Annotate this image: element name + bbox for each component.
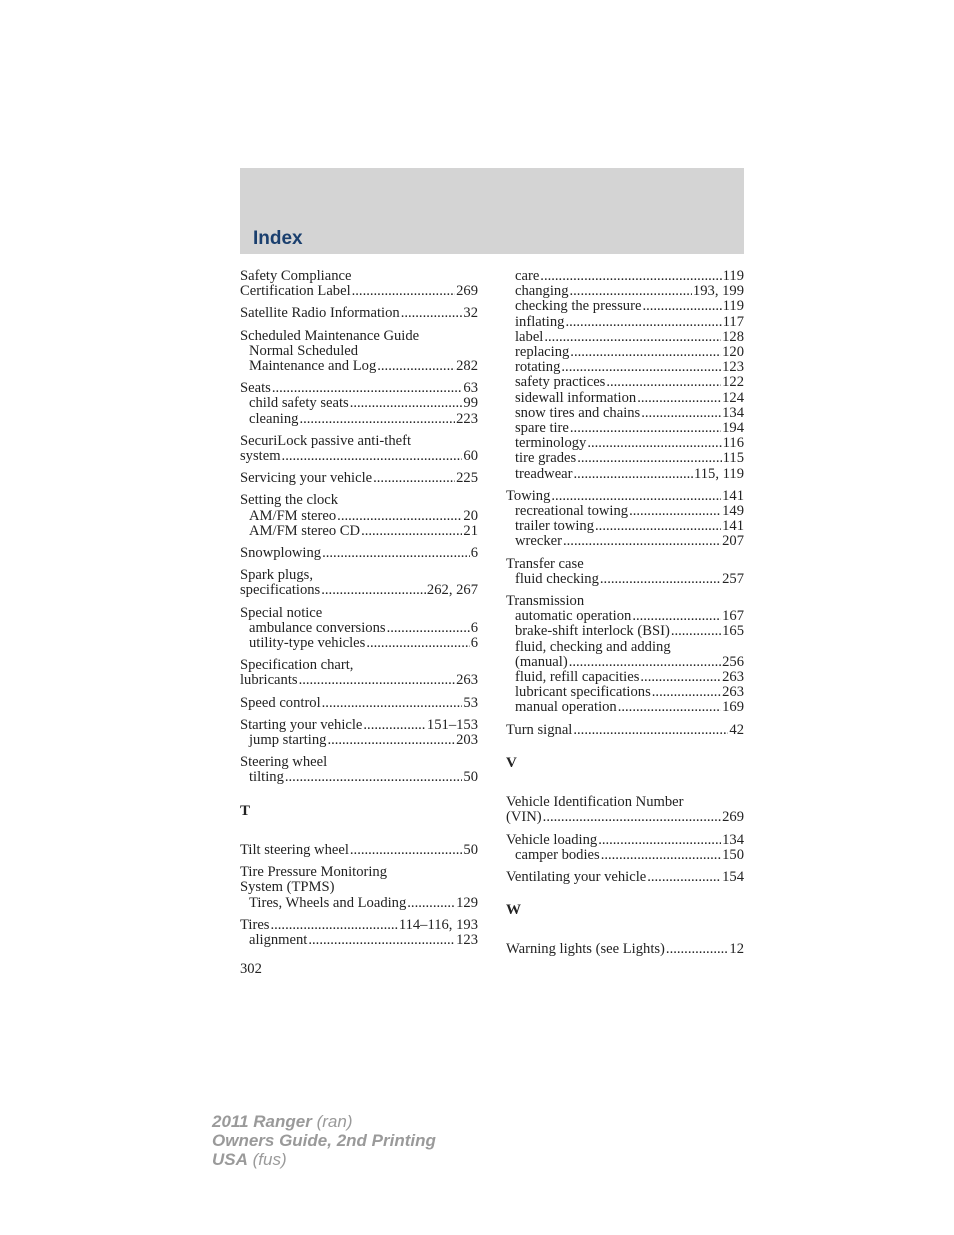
index-term: SecuriLock passive anti-theft [240,432,412,449]
dot-leader [270,918,397,933]
page-reference: 169 [722,699,744,716]
index-subentry-line [506,848,744,863]
page-reference: 165 [722,623,744,640]
dot-leader [350,843,463,858]
section-letter: W [506,902,521,919]
dot-leader [363,718,426,733]
page-reference: 122 [722,374,744,391]
page-reference: 123 [722,359,744,376]
index-term: Warning lights (see Lights) [506,941,665,958]
index-entry-line [240,880,478,895]
index-term: trailer towing [515,518,595,535]
index-subentry-line [506,375,744,390]
index-entry-line [240,471,478,486]
index-entry-line [240,606,478,621]
index-term: AM/FM stereo [249,507,337,524]
index-subentry-line [506,700,744,715]
page-reference: 63 [463,380,478,397]
index-entry-line [240,696,478,711]
index-term: Servicing your vehicle [240,470,373,487]
dot-leader [322,546,470,561]
index-term: specifications [240,582,321,599]
index-entry-line [240,449,478,464]
index-term: Safety Compliance [240,268,352,284]
index-term: Specification chart, [240,657,354,674]
page-reference: 120 [722,344,744,361]
page-reference: 194 [722,420,744,437]
dot-leader [366,636,469,651]
footer-guide: Owners Guide, 2nd Printing [212,1131,436,1150]
index-term: Setting the clock [240,492,339,509]
index-entry [240,434,478,464]
index-entry-line [240,329,478,344]
index-term: Tire Pressure Monitoring [240,864,388,881]
dot-leader [618,700,721,715]
page-reference: 42 [729,721,744,738]
dot-leader [629,504,721,519]
index-entry [240,755,478,785]
dot-leader [544,330,721,345]
index-term: Certification Label [240,283,351,300]
dot-leader [569,655,721,670]
index-term: changing [515,283,569,300]
page-reference: 21 [463,522,478,539]
index-subentry-line [506,609,744,624]
index-subentry-line [506,504,744,519]
index-subentry-line [240,636,478,651]
index-term: Ventilating your vehicle [506,868,647,885]
dot-leader [671,624,721,639]
page-reference: 263 [722,684,744,701]
index-term: ambulance conversions [249,619,386,636]
index-entry [240,329,478,375]
index-subentry-line [240,896,478,911]
page-reference: 256 [722,653,744,670]
index-entry-line [506,810,744,825]
page-reference: 129 [456,894,478,911]
dot-leader [647,870,721,885]
dot-leader [600,572,721,587]
index-column-right [506,269,744,965]
page-reference: 119 [722,298,744,315]
dot-leader [666,942,728,957]
index-entry [506,594,744,716]
index-entry-line [240,434,478,449]
index-term: spare tire [515,420,569,437]
index-subentry-line [506,655,744,670]
page-reference: 167 [722,608,744,625]
index-subentry-line [506,670,744,685]
dot-leader [577,451,721,466]
index-subentry-line [506,436,744,451]
index-term: child safety seats [249,395,349,412]
index-entry-line [240,658,478,673]
index-term: Snowplowing [240,545,322,562]
section-letter: T [240,802,251,819]
dot-leader [565,315,721,330]
index-term: Tilt steering wheel [240,841,349,858]
index-term: Speed control [240,694,321,711]
page-reference: 262, 267 [426,582,478,599]
index-term: Spark plugs, [240,567,313,584]
index-subentry-line [506,624,744,639]
page-reference: 263 [722,669,744,686]
index-subentry-line [506,421,744,436]
page-reference: 193, 199 [692,283,744,300]
dot-leader [563,534,721,549]
dot-leader [299,673,456,688]
page-reference: 128 [722,328,744,345]
dot-leader [361,524,462,539]
page-reference: 269 [456,283,478,300]
index-entry-line [240,918,478,933]
index-term: alignment [249,931,308,948]
index-term: sidewall information [515,389,637,406]
index-subentry-line [240,509,478,524]
index-term: inflating [515,313,565,330]
dot-leader [570,345,721,360]
index-entry [506,833,744,863]
dot-leader [573,723,728,738]
index-term: jump starting [249,732,327,749]
document-footer [212,1112,436,1169]
index-subentry-line [506,640,744,655]
dot-leader [570,421,721,436]
dot-leader [407,896,455,911]
index-subentry-line [506,534,744,549]
index-entry [240,493,478,539]
index-term: Transmission [506,593,585,610]
dot-leader [272,381,463,396]
page-number: 302 [240,961,262,977]
index-term: snow tires and chains [515,404,641,421]
index-term: Satellite Radio Information [240,305,400,322]
index-entry [240,658,478,688]
page-reference: 32 [463,305,478,322]
index-subentry-line [506,572,744,587]
index-entry-line [506,833,744,848]
index-term: safety practices [515,374,606,391]
index-subentry-line [506,685,744,700]
page-reference: 257 [722,570,744,587]
index-term: label [515,328,544,345]
index-entry [240,718,478,748]
index-entry-line [506,942,744,957]
index-entry-line [240,568,478,583]
index-term: checking the pressure [515,298,642,315]
dot-leader [601,848,721,863]
index-entry [506,723,744,738]
index-subentry-line [506,360,744,375]
index-entry-line [240,493,478,508]
index-entry-line [240,269,478,284]
index-term: utility-type vehicles [249,635,366,652]
dot-leader [327,733,455,748]
page-reference: 282 [456,358,478,375]
dot-leader [640,670,721,685]
index-subentry-line [240,344,478,359]
index-term: camper bodies [515,846,600,863]
index-subentry-line [240,412,478,427]
index-subentry-line [240,770,478,785]
index-entry [240,546,478,561]
index-term: Transfer case [506,555,584,572]
index-term: Special notice [240,604,323,621]
dot-leader [574,467,693,482]
index-term: Scheduled Maintenance Guide [240,327,420,344]
index-entry [506,489,744,550]
index-entry-line [240,284,478,299]
footer-model: 2011 Ranger [212,1112,312,1131]
dot-leader [632,609,721,624]
index-term: Vehicle loading [506,831,598,848]
index-subentry-line [240,396,478,411]
index-subentry-line [506,467,744,482]
page-reference: 114–116, 193 [398,916,478,933]
index-entry [506,870,744,885]
dot-leader [570,284,692,299]
dot-leader [606,375,721,390]
index-subentry-line [240,359,478,374]
page-reference: 225 [456,470,478,487]
index-term: wrecker [515,533,562,550]
index-term: Starting your vehicle [240,716,363,733]
index-term: Normal Scheduled [249,342,359,359]
page-reference: 123 [456,931,478,948]
dot-leader [285,770,463,785]
index-entry-line [506,489,744,504]
page-reference: 124 [722,389,744,406]
index-entry-line [506,594,744,609]
index-entry-line [240,755,478,770]
page-reference: 117 [722,313,744,330]
index-term: Maintenance and Log [249,358,377,375]
index-subentry-line [506,345,744,360]
index-entry [240,471,478,486]
index-term: system [240,448,281,465]
index-term: treadwear [515,465,573,482]
page-reference: 203 [456,732,478,749]
index-entry [240,381,478,427]
page-reference: 119 [722,268,744,284]
index-term: manual operation [515,699,617,716]
index-subentry-line [506,451,744,466]
index-term: recreational towing [515,503,629,520]
index-entry-line [240,673,478,688]
footer-market: USA [212,1150,248,1169]
dot-leader [561,360,721,375]
index-term: Towing [506,487,551,504]
index-term: Tires [240,916,270,933]
index-entry [240,865,478,911]
index-subentry-line [506,330,744,345]
page-title: Index [253,228,303,249]
index-subentry-line [240,524,478,539]
dot-leader [322,696,463,711]
index-entry-line [240,546,478,561]
dot-leader [299,412,455,427]
page-reference: 53 [463,694,478,711]
index-entry [506,269,744,482]
index-term: care [515,268,540,284]
index-term: Vehicle Identification Number [506,794,684,811]
index-subentry-line [240,933,478,948]
index-subentry-line [506,284,744,299]
index-entry [240,843,478,858]
index-term: replacing [515,344,570,361]
index-entry-line [506,557,744,572]
page-reference: 50 [463,769,478,786]
page-reference: 12 [729,941,744,958]
index-term: tire grades [515,450,577,467]
index-term: lubricant specifications [515,684,651,701]
index-term: Turn signal [506,721,573,738]
index-header-band [240,168,744,254]
footer-market-code: (fus) [252,1150,287,1169]
dot-leader [337,509,462,524]
index-term: AM/FM stereo CD [249,522,361,539]
index-entry [240,568,478,598]
index-entry-line [240,381,478,396]
dot-leader [551,489,721,504]
dot-leader [282,449,463,464]
index-entry [506,557,744,587]
footer-line-3 [212,1150,436,1169]
index-subentry-line [240,733,478,748]
page-reference: 6 [470,619,478,636]
index-subentry-line [240,621,478,636]
dot-leader [543,810,721,825]
index-term: fluid, checking and adding [515,638,671,655]
page-reference: 115, 119 [694,465,744,482]
index-entry [506,942,744,957]
page-reference: 141 [722,487,744,504]
index-subentry-line [506,315,744,330]
index-term: Seats [240,380,271,397]
page-reference: 263 [456,672,478,689]
index-entry [240,918,478,948]
page-reference: 99 [463,395,478,412]
index-entry-line [240,583,478,598]
index-term: tilting [249,769,284,786]
page-reference: 151–153 [426,716,478,733]
index-term: fluid checking [515,570,599,587]
index-entry-line [240,718,478,733]
page-reference: 116 [722,435,744,452]
footer-line-2 [212,1131,436,1150]
dot-leader [350,396,463,411]
page-reference: 20 [463,507,478,524]
footer-model-code: (ran) [316,1112,353,1131]
page-reference: 50 [463,841,478,858]
index-entry [240,306,478,321]
dot-leader [308,933,455,948]
index-term: Steering wheel [240,754,328,771]
index-subentry-line [506,406,744,421]
page-reference: 269 [722,809,744,826]
index-entry [240,696,478,711]
page-reference: 150 [722,846,744,863]
footer-line-1 [212,1112,436,1131]
dot-leader [587,436,721,451]
index-subentry-line [506,391,744,406]
index-term: cleaning [249,410,299,427]
index-term: terminology [515,435,587,452]
index-term: (manual) [515,653,568,670]
index-entry-line [240,843,478,858]
index-entry-line [240,306,478,321]
page-reference: 134 [722,404,744,421]
dot-leader [637,391,721,406]
index-term: rotating [515,359,561,376]
index-entry-line [506,870,744,885]
page-reference: 6 [470,545,478,562]
index-subentry-line [506,269,744,284]
index-subentry-line [506,299,744,314]
dot-leader [652,685,721,700]
dot-leader [598,833,721,848]
dot-leader [595,519,721,534]
index-term: fluid, refill capacities [515,669,640,686]
index-term: (VIN) [506,809,542,826]
index-term: brake-shift interlock (BSI) [515,623,670,640]
dot-leader [387,621,470,636]
page-reference: 149 [722,503,744,520]
index-term: System (TPMS) [240,879,335,896]
index-entry [240,606,478,652]
dot-leader [377,359,455,374]
page-reference: 115 [722,450,744,467]
index-entry-line [506,795,744,810]
dot-leader [540,269,721,284]
page-reference: 154 [722,868,744,885]
index-entry [506,795,744,825]
dot-leader [373,471,455,486]
index-entry-line [506,723,744,738]
dot-leader [352,284,455,299]
index-term: Tires, Wheels and Loading [249,894,407,911]
index-term: automatic operation [515,608,632,625]
index-entry-line [240,865,478,880]
index-entry [240,269,478,299]
dot-leader [641,406,721,421]
index-column-left [240,269,478,955]
page-reference: 6 [470,635,478,652]
page-reference: 141 [722,518,744,535]
page-reference: 134 [722,831,744,848]
dot-leader [401,306,463,321]
dot-leader [642,299,721,314]
index-term: lubricants [240,672,298,689]
page-reference: 60 [463,448,478,465]
page-reference: 207 [722,533,744,550]
dot-leader [321,583,426,598]
page-reference: 223 [456,410,478,427]
section-letter: V [506,754,517,771]
index-subentry-line [506,519,744,534]
